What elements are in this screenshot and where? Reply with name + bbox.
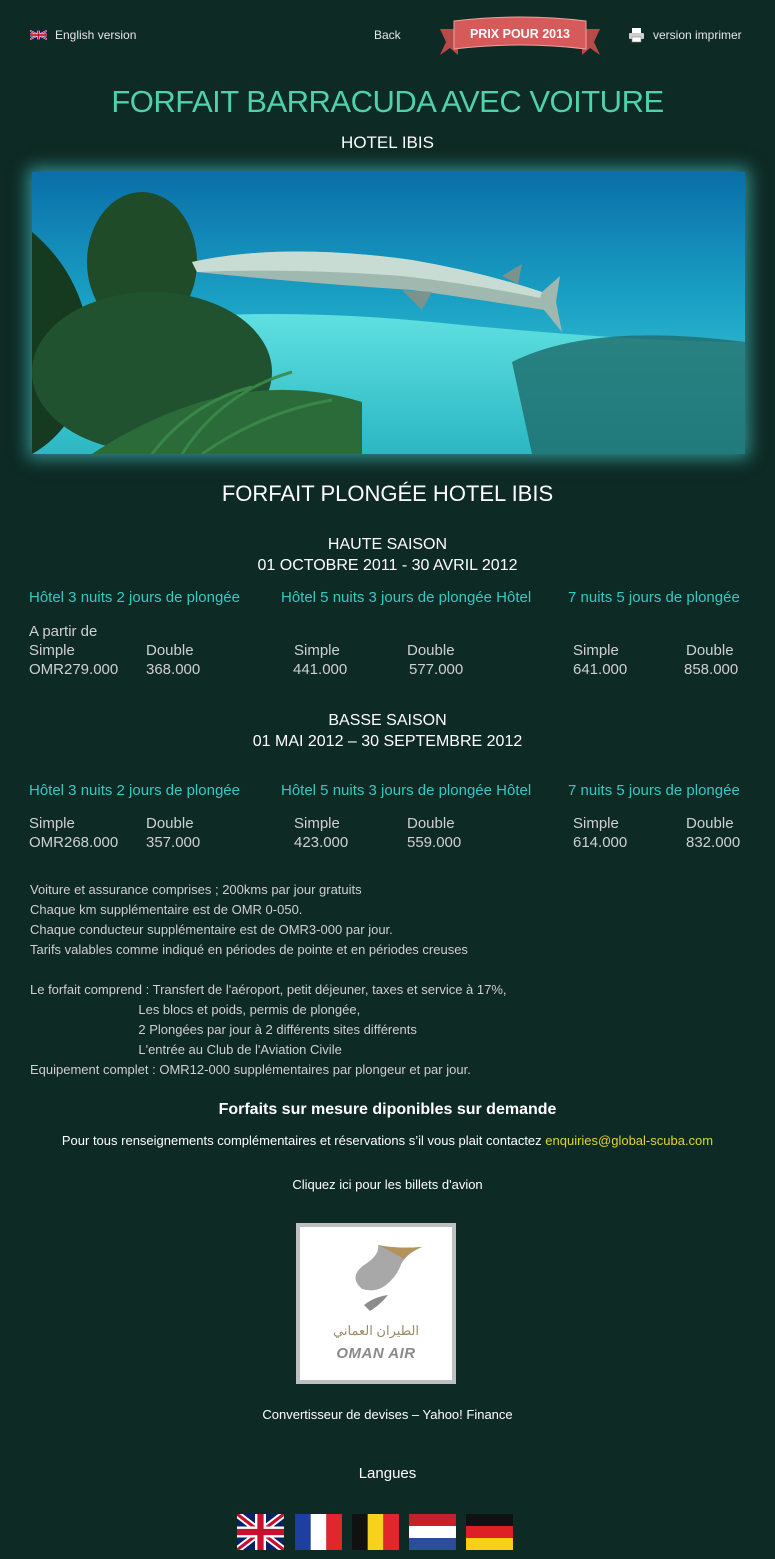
uk-flag-icon[interactable]	[237, 1514, 284, 1550]
category-3-nights: Hôtel 3 nuits 2 jours de plongée	[29, 589, 240, 606]
header-simple: Simple	[294, 642, 340, 659]
english-version-link[interactable]	[30, 28, 136, 42]
header-simple: Simple	[29, 815, 75, 832]
price-ribbon	[436, 15, 604, 59]
printer-icon	[628, 27, 645, 43]
back-link[interactable]: Back	[374, 28, 401, 42]
uk-flag-icon	[30, 29, 47, 41]
low-season-dates: 01 MAI 2012 – 30 SEPTEMBRE 2012	[252, 733, 523, 750]
package-notes: Voiture et assurance comprises ; 200kms par jour gratuits Chaque km supplémentaire est de OMR 0-050. Chaque conducteur supplémentaire est de OMR3-000 par jour. Tarifs valables comme indiqué en périodes de pointe et en périodes creuses Le forfait comprend : Transfert de l'aéroport, petit déjeuner, taxes et service à 17%, Les blocs et poids, permis de plongée, 2 Plongées par jour à 2 différents sites différents L'entrée au Club de l'Aviation Civile Equipement complet : OMR12-000 supplémentaires par plongeur et par jour.	[30, 882, 507, 1077]
header-double: Double	[146, 815, 194, 832]
header-double: Double	[407, 815, 455, 832]
barracuda-photo	[32, 172, 745, 454]
germany-flag-icon[interactable]	[466, 1514, 513, 1550]
price-cell: 559.000	[407, 834, 462, 851]
price-cell: 357.000	[146, 834, 201, 851]
languages-heading: Langues	[358, 1465, 417, 1482]
price-cell: 423.000	[294, 834, 349, 851]
high-season-dates: 01 OCTOBRE 2011 - 30 AVRIL 2012	[257, 557, 518, 574]
header-simple: Simple	[29, 642, 75, 659]
header-double: Double	[686, 642, 734, 659]
currency-converter-link[interactable]: Convertisseur de devises – Yahoo! Finance	[262, 1407, 513, 1422]
hotel-name: HOTEL IBIS	[341, 133, 434, 152]
price-cell: 858.000	[684, 661, 739, 678]
print-version-label: version imprimer	[653, 28, 742, 42]
low-season-name: BASSE SAISON	[328, 712, 447, 729]
ribbon-text: PRIX POUR 2013	[469, 27, 571, 41]
header-double: Double	[146, 642, 194, 659]
belgium-flag-icon[interactable]	[352, 1514, 399, 1550]
oman-air-logo[interactable]	[296, 1223, 456, 1384]
header-double: Double	[686, 815, 734, 832]
section-title: FORFAIT PLONGÉE HOTEL IBIS	[221, 481, 554, 506]
contact-line	[0, 1133, 775, 1148]
price-cell: 832.000	[686, 834, 741, 851]
oman-air-emblem-icon	[300, 1227, 452, 1327]
oman-air-name: OMAN AIR	[336, 1345, 416, 1362]
price-cell: 577.000	[409, 661, 464, 678]
contact-email-link[interactable]: enquiries@global-scuba.com	[545, 1133, 714, 1148]
price-cell: 368.000	[146, 661, 201, 678]
price-cell: 641.000	[573, 661, 628, 678]
price-cell: 614.000	[573, 834, 628, 851]
price-cell: OMR268.000	[29, 834, 119, 851]
custom-packages-heading: Forfaits sur mesure diponibles sur demande	[218, 1101, 557, 1118]
english-version-label: English version	[55, 28, 137, 42]
header-simple: Simple	[573, 642, 619, 659]
page-title: FORFAIT BARRACUDA AVEC VOITURE	[111, 84, 664, 119]
high-season-name: HAUTE SAISON	[327, 536, 448, 553]
category-7-nights: 7 nuits 5 jours de plongée	[568, 589, 740, 606]
category-7-nights: 7 nuits 5 jours de plongée	[568, 782, 740, 799]
header-simple: Simple	[573, 815, 619, 832]
price-cell: OMR279.000	[29, 661, 119, 678]
print-version-link[interactable]	[628, 27, 742, 43]
header-double: Double	[407, 642, 455, 659]
netherlands-flag-icon[interactable]	[409, 1514, 456, 1550]
category-5-nights: Hôtel 5 nuits 3 jours de plongée Hôtel	[281, 782, 532, 799]
category-3-nights: Hôtel 3 nuits 2 jours de plongée	[29, 782, 240, 799]
category-5-nights: Hôtel 5 nuits 3 jours de plongée Hôtel	[281, 589, 532, 606]
oman-air-arabic: الطيران العماني	[333, 1323, 419, 1338]
from-label: A partir de	[29, 623, 98, 640]
low-season-heading	[0, 710, 775, 752]
contact-text: Pour tous renseignements complémentaires et réservations s’il vous plait contactez	[61, 1133, 546, 1148]
france-flag-icon[interactable]	[295, 1514, 342, 1550]
header-simple: Simple	[294, 815, 340, 832]
flight-tickets-link[interactable]: Cliquez ici pour les billets d'avion	[292, 1177, 483, 1192]
price-cell: 441.000	[293, 661, 348, 678]
high-season-heading	[0, 534, 775, 576]
